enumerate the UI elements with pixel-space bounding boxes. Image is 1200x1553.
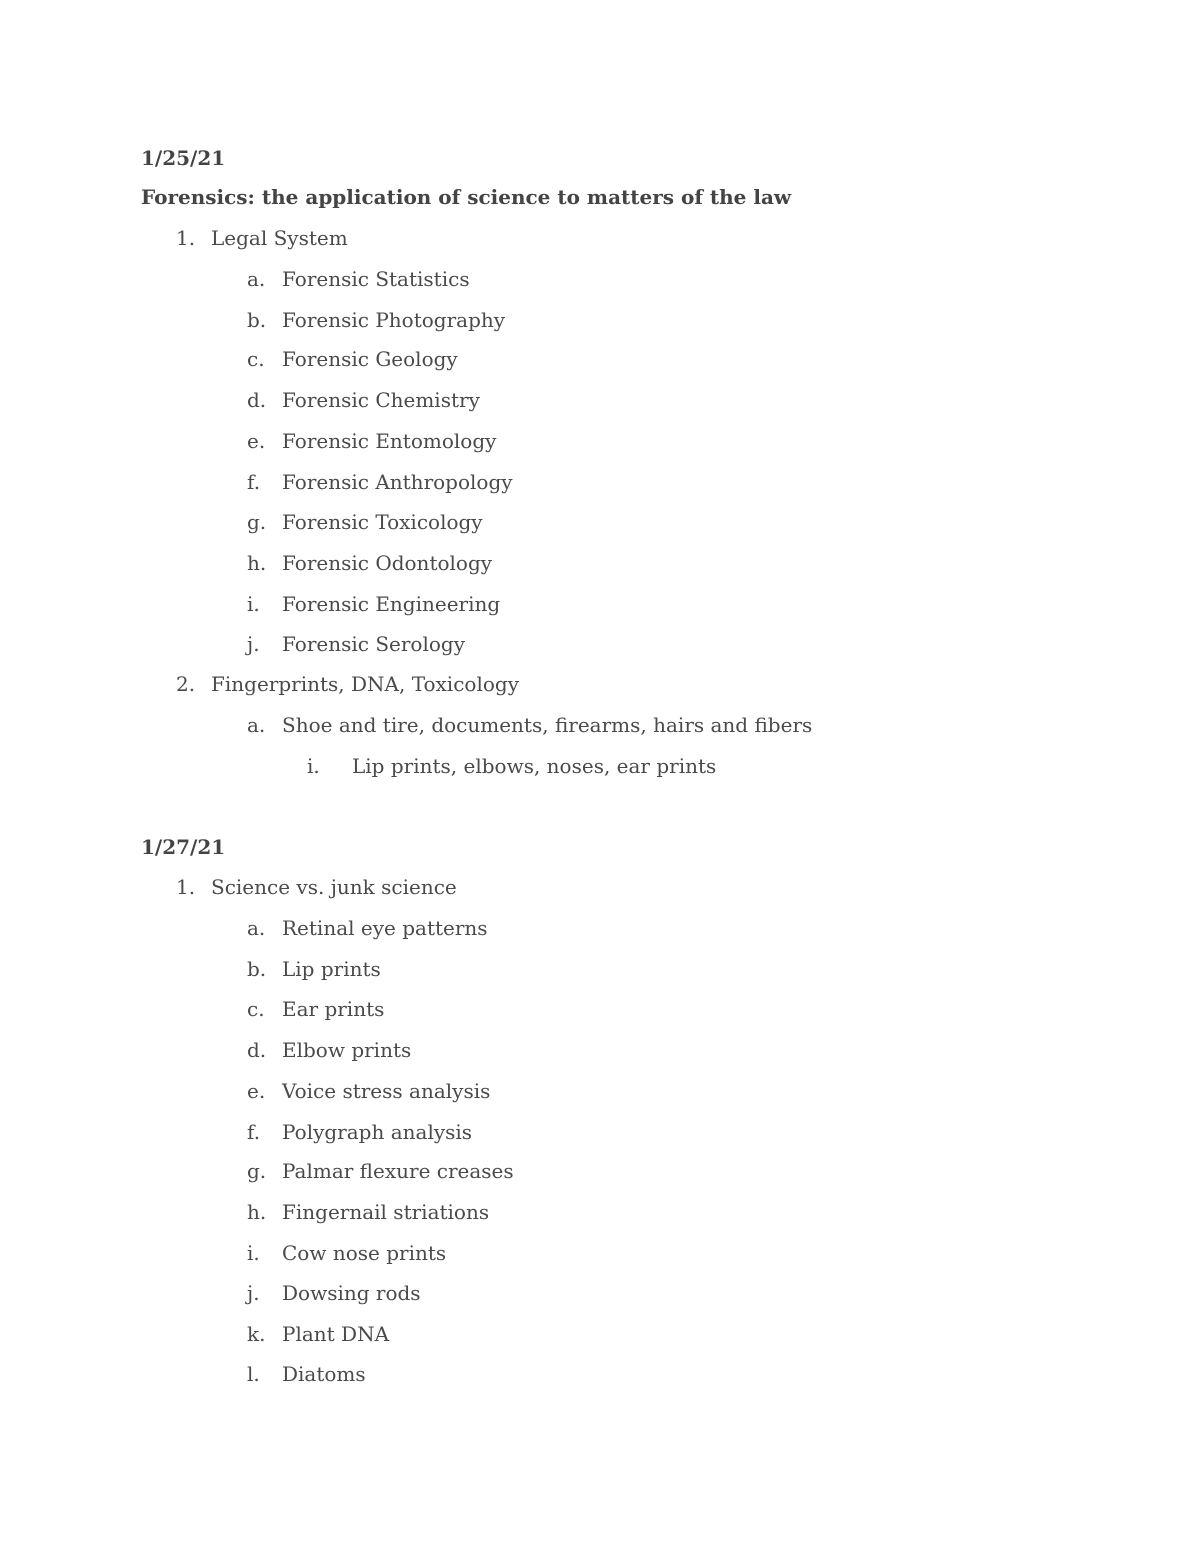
list-item: Polygraph analysis: [282, 1120, 473, 1144]
list-marker: c.: [247, 997, 265, 1021]
list-marker: k.: [247, 1322, 266, 1346]
list-item: Lip prints, elbows, noses, ear prints: [352, 754, 717, 778]
section-date: 1/25/21: [141, 146, 226, 170]
list-marker: c.: [247, 347, 265, 371]
list-item: Forensic Chemistry: [282, 388, 480, 412]
list-item: Legal System: [211, 226, 348, 250]
list-item: Forensic Statistics: [282, 267, 470, 291]
list-marker: f.: [247, 470, 261, 494]
list-item: Forensic Geology: [282, 347, 458, 371]
list-item: Diatoms: [282, 1362, 366, 1386]
section-date: 1/27/21: [141, 835, 226, 859]
list-marker: e.: [247, 1079, 266, 1103]
list-item: Fingerprints, DNA, Toxicology: [211, 672, 519, 696]
list-marker: j.: [247, 1281, 260, 1305]
list-item: Elbow prints: [282, 1038, 412, 1062]
list-marker: i.: [307, 754, 320, 778]
list-marker: 1.: [176, 226, 196, 250]
list-marker: d.: [247, 388, 267, 412]
list-marker: d.: [247, 1038, 267, 1062]
list-item: Forensic Photography: [282, 308, 506, 332]
list-marker: h.: [247, 1200, 267, 1224]
list-item: Cow nose prints: [282, 1241, 447, 1265]
list-item: Forensic Serology: [282, 632, 465, 656]
list-marker: i.: [247, 1241, 260, 1265]
section-heading: Forensics: the application of science to matters of the law: [141, 185, 792, 209]
list-marker: b.: [247, 308, 267, 332]
list-item: Retinal eye patterns: [282, 916, 488, 940]
list-marker: h.: [247, 551, 267, 575]
list-item: Plant DNA: [282, 1322, 390, 1346]
list-item: Fingernail striations: [282, 1200, 490, 1224]
list-marker: e.: [247, 429, 266, 453]
list-item: Lip prints: [282, 957, 381, 981]
list-item: Forensic Anthropology: [282, 470, 513, 494]
list-marker: f.: [247, 1120, 261, 1144]
list-item: Palmar flexure creases: [282, 1159, 514, 1183]
list-marker: 2.: [176, 672, 196, 696]
list-item: Forensic Entomology: [282, 429, 497, 453]
list-item: Shoe and tire, documents, firearms, hairs and fibers: [282, 713, 813, 737]
list-item: Dowsing rods: [282, 1281, 421, 1305]
list-marker: a.: [247, 916, 266, 940]
list-item: Voice stress analysis: [282, 1079, 491, 1103]
list-marker: g.: [247, 1159, 267, 1183]
list-marker: g.: [247, 510, 267, 534]
list-marker: j.: [247, 632, 260, 656]
list-item: Forensic Odontology: [282, 551, 493, 575]
list-item: Ear prints: [282, 997, 385, 1021]
list-marker: a.: [247, 267, 266, 291]
list-marker: a.: [247, 713, 266, 737]
list-item: Science vs. junk science: [211, 875, 457, 899]
list-item: Forensic Engineering: [282, 592, 501, 616]
list-marker: b.: [247, 957, 267, 981]
list-item: Forensic Toxicology: [282, 510, 483, 534]
list-marker: i.: [247, 592, 260, 616]
list-marker: l.: [247, 1362, 260, 1386]
list-marker: 1.: [176, 875, 196, 899]
